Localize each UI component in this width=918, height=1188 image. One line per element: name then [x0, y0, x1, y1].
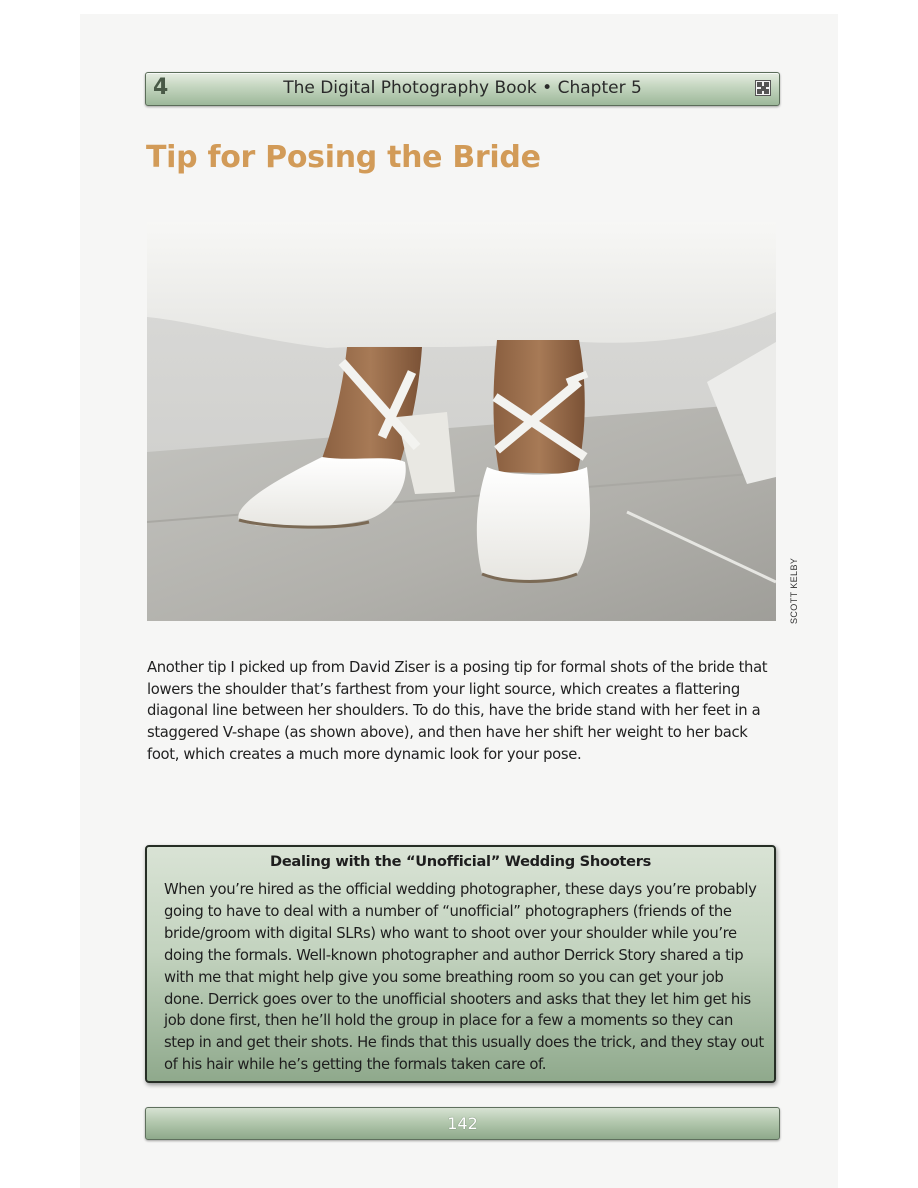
chapter-header-bar — [145, 72, 780, 106]
book-chapter-title: The Digital Photography Book • Chapter 5 — [283, 78, 642, 98]
tip-sidebar-box — [145, 845, 776, 1083]
bride-shoes-photo — [147, 222, 776, 621]
checker-square-icon — [755, 80, 771, 96]
page-title: Tip for Posing the Bride — [146, 140, 541, 175]
sidebar-text: When you’re hired as the official wedding photographer, these days you’re probably going to have to deal with a number of “unofficial” photographers (friends of the bride/groom with digital SLRs) who want to shoot over your shoulder while you’re doing the formals. Well-known photographer and author Derrick Story shared a tip with me that might help give you some breathing room so you can get your job done. Derrick goes over to the unofficial shooters and asks that they let him get his job done first, then he’ll hold the group in place for a few a moments so they can step in and get their shots. He finds that this usually does the trick, and they stay out of his hair while he’s getting the formals taken care of. — [164, 881, 764, 1074]
body-paragraph: Another tip I picked up from David Ziser is a posing tip for formal shots of the bride that lowers the shoulder that’s farthest from your light source, which creates a flattering diagonal line between her shoulders. To do this, have the bride stand with her feet in a staggered V-shape (as shown above), and then have her shift her weight to her back foot, which creates a much more dynamic look for your pose. — [147, 659, 768, 763]
page-number: 142 — [447, 1114, 478, 1133]
chapter-number: 4 — [153, 75, 169, 100]
sidebar-title: Dealing with the “Unofficial” Wedding Shooters — [270, 853, 651, 870]
photo-credit: SCOTT KELBY — [789, 557, 799, 624]
page-footer-bar — [145, 1107, 780, 1140]
